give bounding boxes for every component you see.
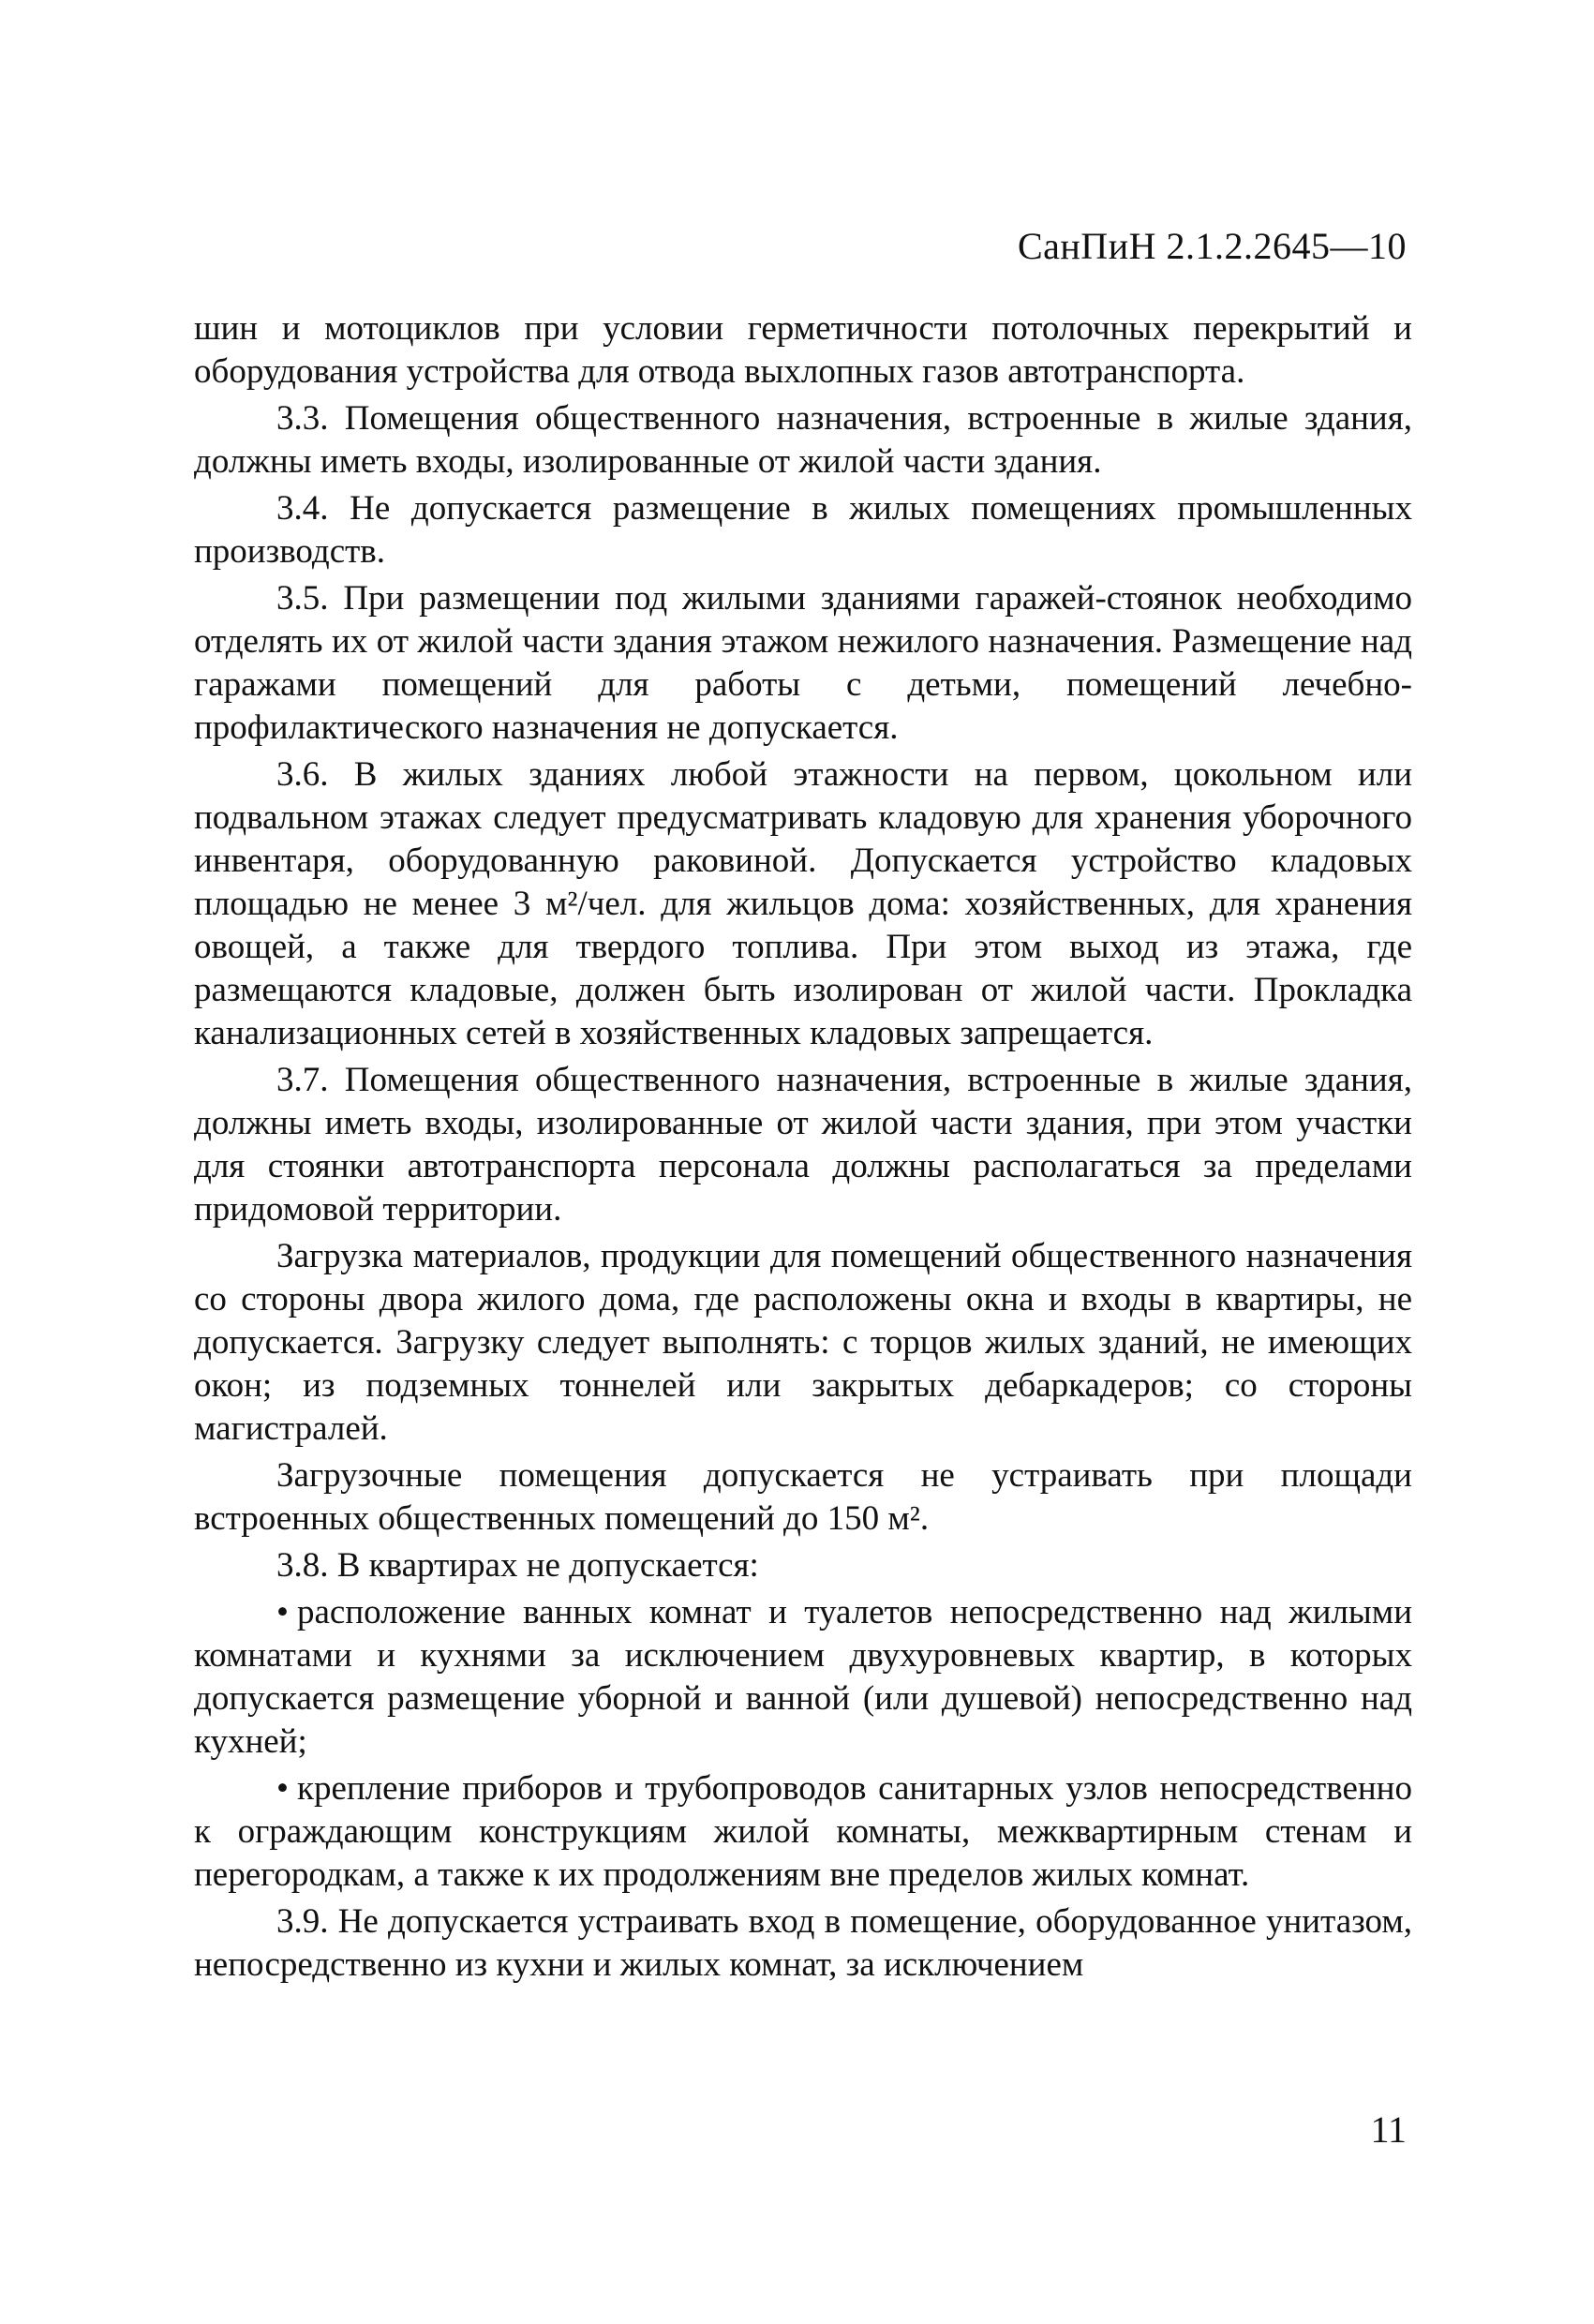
paragraph-3-7: 3.7. Помещения общественного назначения, встроенные в жилые здания, должны иметь входы, изолированные от жилой части здания, при этом участки для стоянки автотранспорта персонала должны располагаться за пределами придомовой территории. bbox=[194, 1061, 1412, 1229]
list-item-bathrooms bbox=[194, 1591, 1412, 1764]
paragraph-loading-rooms: Загрузочные помещения допускается не устраивать при площади встроенных общественных помещений до 150 м². bbox=[194, 1456, 1412, 1538]
bullet-icon: • bbox=[276, 1593, 289, 1631]
document-code-header: СанПиН 2.1.2.2645—10 bbox=[1017, 225, 1407, 267]
paragraph-3-3: 3.3. Помещения общественного назначения, встроенные в жилые здания, должны иметь входы, изолированные от жилой части здания. bbox=[194, 399, 1412, 481]
paragraph-3-4: 3.4. Не допускается размещение в жилых помещениях промышленных производств. bbox=[194, 489, 1412, 571]
document-body bbox=[194, 307, 1412, 1990]
paragraph-3-6: 3.6. В жилых зданиях любой этажности на первом, цокольном или подвальном этажах следует предусматривать кладовую для хранения уборочного инвентаря, оборудованную раковиной. Допускается устройство кладовых площадью не менее 3 м²/чел. для жильцов дома: хозяйственных, для хранения овощей, а также для твердого топлива. При этом выход из этажа, где размещаются кладовые, должен быть изолирован от жилой части. Прокладка канализационных сетей в хозяйственных кладовых запрещается. bbox=[194, 755, 1412, 1052]
list-item-fixtures bbox=[194, 1767, 1412, 1897]
paragraph-3-9: 3.9. Не допускается устраивать вход в помещение, оборудованное унитазом, непосредственно из кухни и жилых комнат, за исключением bbox=[194, 1902, 1412, 1984]
page-number: 11 bbox=[1370, 2108, 1407, 2151]
paragraph-continuation: шин и мотоциклов при условии герметичности потолочных перекрытий и оборудования устройства для отвода выхлопных газов автотранспорта. bbox=[194, 309, 1412, 391]
list-item-text: расположение ванных комнат и туалетов непосредственно над жилыми комнатами и кухнями за исключением двухуровневых квартир, в которых допускается размещение уборной и ванной (или душевой) непосредственно над кухней; bbox=[194, 1593, 1412, 1761]
paragraph-loading-materials: Загрузка материалов, продукции для помещений общественного назначения со стороны двора жилого дома, где расположены окна и входы в квартиры, не допускается. Загрузку следует выполнять: с торцов жилых зданий, не имеющих окон; из подземных тоннелей или закрытых дебаркадеров; со стороны магистралей. bbox=[194, 1237, 1412, 1448]
paragraph-3-8: 3.8. В квартирах не допускается: bbox=[276, 1546, 759, 1585]
list-item-text: крепление приборов и трубопроводов санитарных узлов непосредственно к ограждающим конструкциям жилой комнаты, межквартирным стенам и перегородкам, а также к их продолжениям вне пределов жилых комнат. bbox=[194, 1769, 1412, 1894]
paragraph-3-5: 3.5. При размещении под жилыми зданиями гаражей-стоянок необходимо отделять их от жилой части здания этажом нежилого назначения. Размещение над гаражами помещений для работы с детьми, помещений лечебно-профилактического назначения не допускается. bbox=[194, 579, 1412, 747]
bullet-icon: • bbox=[276, 1769, 289, 1808]
